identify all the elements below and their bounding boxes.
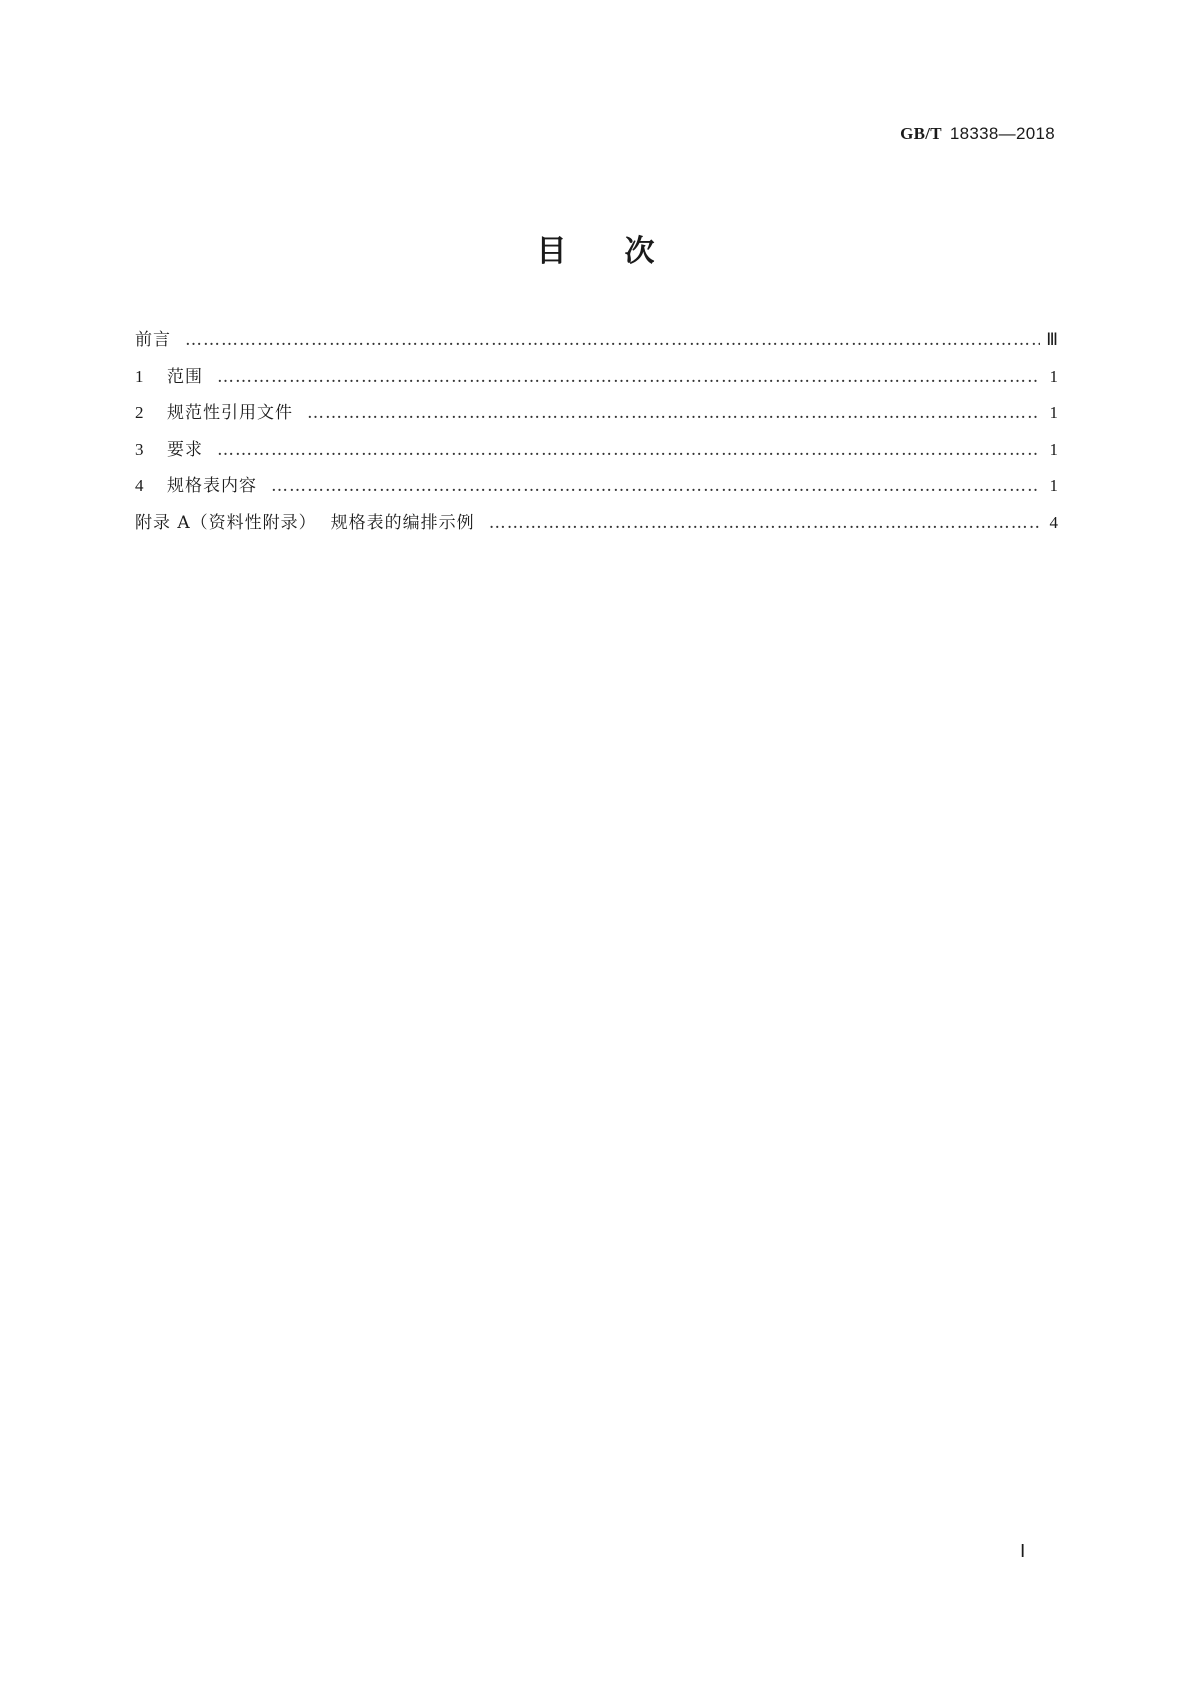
standard-prefix: GB/T [900, 124, 942, 143]
toc-entry-number: 2 [135, 403, 144, 422]
toc-entry-label: 规范性引用文件 [167, 403, 293, 423]
toc-entry-normative-references[interactable] [135, 398, 1058, 435]
toc-entry-page: 4 [1049, 512, 1058, 532]
toc-entry-specification-content[interactable] [135, 471, 1058, 508]
toc-entry-number: 3 [135, 439, 144, 459]
toc-leader-dots [217, 440, 1040, 460]
toc-entry-page: 1 [1049, 403, 1058, 422]
toc-entry-label [135, 508, 475, 533]
page-number: Ⅰ [1020, 1541, 1026, 1561]
toc-leader-dots [217, 367, 1040, 387]
toc-entry-number: 4 [135, 476, 144, 495]
toc-leader-dots [185, 330, 1040, 350]
toc-entry-scope[interactable] [135, 362, 1058, 399]
toc-entry-foreword[interactable] [135, 325, 1058, 362]
toc-entry-appendix-a[interactable] [135, 508, 1058, 545]
standard-code [900, 124, 1055, 144]
toc-entry-label: 范围 [167, 366, 203, 387]
table-of-contents [135, 325, 1058, 544]
toc-appendix-title: 规格表的编排示例 [330, 512, 475, 533]
toc-appendix-designation: 附录 A（资料性附录） [135, 512, 317, 533]
toc-entry-label: 前言 [135, 330, 171, 350]
toc-leader-dots [489, 513, 1040, 533]
toc-entry-number: 1 [135, 366, 144, 386]
toc-leader-dots [307, 403, 1040, 423]
toc-entry-label: 规格表内容 [167, 476, 257, 496]
toc-entry-label: 要求 [167, 439, 203, 460]
standard-number: 18338—2018 [949, 124, 1055, 143]
toc-entry-page: Ⅲ [1046, 330, 1058, 349]
toc-entry-page: 1 [1049, 366, 1058, 386]
toc-entry-page: 1 [1049, 439, 1058, 459]
page-title: 目次 [536, 234, 713, 269]
toc-entry-page: 1 [1049, 476, 1058, 495]
toc-entry-requirements[interactable] [135, 435, 1058, 472]
toc-leader-dots [271, 476, 1040, 496]
